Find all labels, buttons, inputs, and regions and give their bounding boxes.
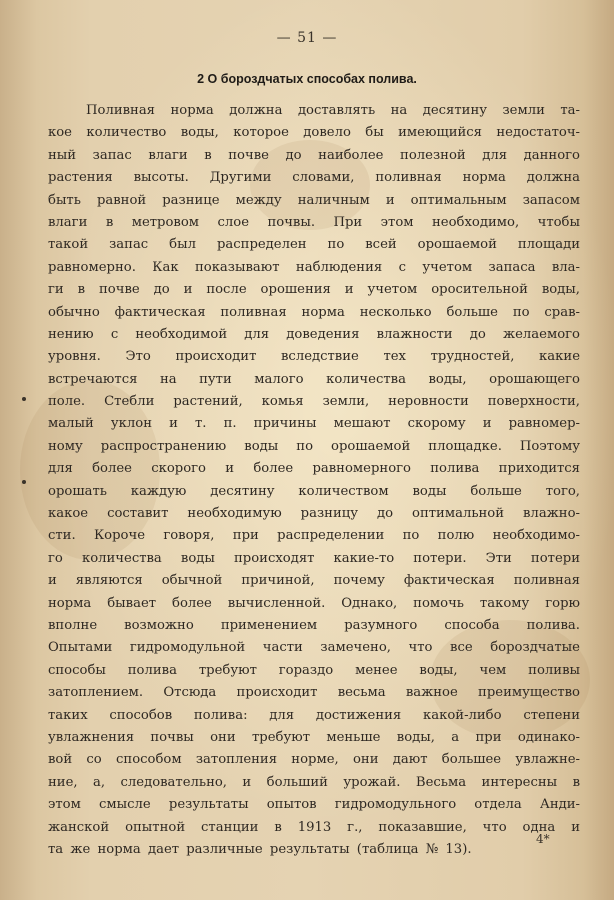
text-line: ги в почве до и после орошения и учетом оросительной воды, <box>48 282 580 298</box>
text-line: увлажнения почвы они требуют меньше воды, а при одинако- <box>48 729 580 745</box>
margin-mark <box>22 480 26 484</box>
text-line: норма бывает более вычисленной. Однако, помочь такому горю <box>48 595 580 611</box>
text-line: поле. Стебли растений, комья земли, неровности поверхности, <box>48 394 580 410</box>
text-line: и являются обычной причиной, почему фактическая поливная <box>48 573 580 589</box>
text-line: орошать каждую десятину количеством воды больше того, <box>48 483 580 499</box>
text-line: жанской опытной станции в 1913 г., показавшие, что одна и <box>48 819 580 835</box>
text-line: таких способов полива: для достижения какой-либо степени <box>48 707 580 723</box>
text-line: ние, а, следовательно, и больший урожай. Весьма интересны в <box>48 774 580 790</box>
text-line: нению с необходимой для доведения влажности до желаемого <box>48 326 580 342</box>
text-line: растения высоты. Другими словами, поливная норма должна <box>48 170 580 186</box>
text-line: кое количество воды, которое довело бы имеющийся недостаточ- <box>48 125 580 141</box>
text-line: такой запас был распределен по всей орошаемой площади <box>48 237 580 253</box>
section-heading: 2 О бороздчатых способах полива. <box>197 72 417 86</box>
text-line: способы полива требуют гораздо менее воды, чем поливы <box>48 662 580 678</box>
text-line: ный запас влаги в почве до наиболее полезной для данного <box>48 147 580 163</box>
text-line: этом смысле результаты опытов гидромодульного отдела Анди- <box>48 797 580 813</box>
text-line: быть равной разнице между наличным и оптимальным запасом <box>48 192 580 208</box>
page-number: — 51 — <box>276 30 338 46</box>
text-line: ному распространению воды по орошаемой площадке. Поэтому <box>48 438 580 454</box>
text-line: влаги в метровом слое почвы. При этом необходимо, чтобы <box>48 214 580 230</box>
margin-mark <box>22 397 26 401</box>
text-line: уровня. Это происходит вследствие тех трудностей, какие <box>48 349 580 365</box>
text-line: вполне возможно применением разумного способа полива. <box>48 617 580 633</box>
text-line: затоплением. Отсюда происходит весьма важное преимущество <box>48 685 580 701</box>
text-line: вой со способом затопления норме, они дают большее увлажне- <box>48 752 580 768</box>
text-line: Опытами гидромодульной части замечено, что все бороздчатые <box>48 640 580 656</box>
signature-mark: 4* <box>536 832 550 846</box>
text-line: встречаются на пути малого количества воды, орошающего <box>48 371 580 387</box>
body-text <box>48 100 580 861</box>
text-line: та же норма дает различные результаты (таблица № 13). <box>48 841 472 857</box>
text-line: какое составит необходимую разницу до оптимальной влажно- <box>48 506 580 522</box>
text-line: малый уклон и т. п. причины мешают скорому и равномер- <box>48 416 580 432</box>
text-line: для более скорого и более равномерного полива приходится <box>48 461 580 477</box>
text-line: равномерно. Как показывают наблюдения с учетом запаса вла- <box>48 259 580 275</box>
text-line: обычно фактическая поливная норма несколько больше по срав- <box>48 304 580 320</box>
text-line: го количества воды происходят какие-то потери. Эти потери <box>48 550 580 566</box>
text-line: сти. Короче говоря, при распределении по полю необходимо- <box>48 528 580 544</box>
text-line: Поливная норма должна доставлять на десятину земли та- <box>86 103 580 118</box>
